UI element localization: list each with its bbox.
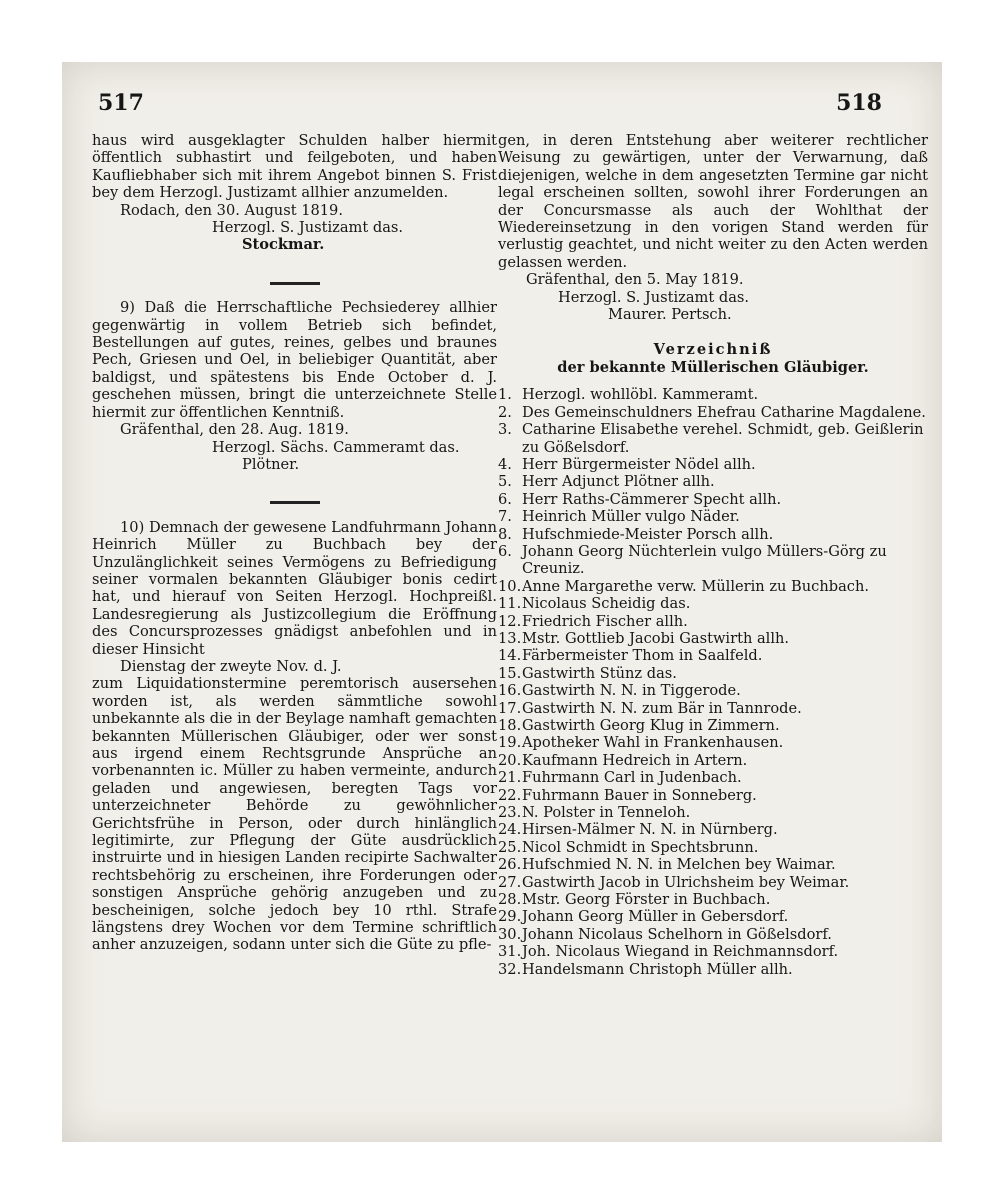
list-item-name: Fuhrmann Bauer in Sonneberg.	[522, 786, 757, 804]
list-item	[498, 404, 928, 421]
list-item	[498, 769, 928, 786]
list-item-name: Catharine Elisabethe verehel. Schmidt, geb. Geißlerin zu Gößelsdorf.	[522, 421, 924, 456]
list-item-number: 30.	[498, 925, 522, 943]
list-item-number: 14.	[498, 647, 522, 665]
list-item-number: 28.	[498, 891, 522, 909]
list-item-name: Handelsmann Christoph Müller allh.	[522, 960, 793, 978]
list-item	[498, 647, 928, 664]
notice-continuation: haus wird ausgeklagter Schulden halber hiermit öffentlich subhastirt und feilgeboten, und haben Kaufliebhaber sich mit ihrem Angebot binnen S. Frist bey dem Herzogl. Justizamt allhier anzumelden.	[92, 132, 497, 202]
notice-9-text: 9) Daß die Herrschaftliche Pechsiederey allhier gegenwärtig in vollem Betrieb sich befindet, Bestellungen auf gutes, reines, gelbes und braunes Pech, Griesen und Oel, in beliebiger Quantität, aber baldigst, und spätestens bis Ende October d. J. geschehen müssen, bringt die unterzeichnete Stelle hiermit zur öffentlichen Kenntniß.	[92, 299, 497, 421]
list-item-name: Nicol Schmidt in Spechtsbrunn.	[522, 838, 759, 856]
page-number-right: 518	[836, 90, 882, 116]
list-item-name: Mstr. Gottlieb Jacobi Gastwirth allh.	[522, 629, 790, 647]
list-item-name: Herzogl. wohllöbl. Kammeramt.	[522, 386, 759, 404]
list-item-number: 22.	[498, 786, 522, 804]
list-item-name: Des Gemeinschuldners Ehefrau Catharine Magdalene.	[522, 403, 926, 421]
notice-9-signature-office: Herzogl. Sächs. Cammeramt das.	[212, 438, 460, 456]
list-item	[498, 891, 928, 908]
notice-signature-name: Stockmar.	[242, 236, 325, 254]
notice-10-text: 10) Demnach der gewesene Landfuhrmann Johann Heinrich Müller zu Buchbach bey der Unzulänglichkeit seines Vermögens zu Befriedigung seiner vormalen bekannten Gläubiger bonis cedirt hat, und hierauf von Seiten Herzogl. Hochpreißl. Landesregierung als Justizcollegium die Eröffnung des Concursprozesses gnädigst anbefohlen und in dieser Hinsicht	[92, 518, 497, 658]
list-item-number: 12.	[498, 612, 522, 630]
list-item	[498, 543, 928, 578]
list-item-name: Fuhrmann Carl in Judenbach.	[522, 769, 742, 787]
list-item-name: Gastwirth Jacob in Ulrichsheim bey Weimar.	[522, 873, 850, 891]
list-item	[498, 421, 928, 456]
list-item-number: 31.	[498, 943, 522, 961]
list-item	[498, 491, 928, 508]
list-item-number: 13.	[498, 629, 522, 647]
list-item-number: 25.	[498, 838, 522, 856]
notice-10-date: Gräfenthal, den 5. May 1819.	[526, 271, 744, 289]
list-item-name: Mstr. Georg Förster in Buchbach.	[522, 891, 771, 909]
list-item-number: 2.	[498, 403, 512, 421]
list-item	[498, 943, 928, 960]
list-item	[498, 856, 928, 873]
list-item-name: Herr Bürgermeister Nödel allh.	[522, 455, 756, 473]
list-item-number: 23.	[498, 804, 522, 822]
list-item	[498, 804, 928, 821]
creditor-list-title: Verzeichniß	[653, 341, 773, 359]
list-item-number: 11.	[498, 595, 522, 613]
notice-10-term-date: Dienstag der zweyte Nov. d. J.	[120, 657, 342, 675]
list-item	[498, 473, 928, 490]
notice-date-rodach: Rodach, den 30. August 1819.	[120, 201, 343, 219]
notice-9-signature-name: Plötner.	[242, 455, 300, 473]
list-item	[498, 717, 928, 734]
list-item-name: Apotheker Wahl in Frankenhausen.	[522, 734, 784, 752]
list-item	[498, 456, 928, 473]
list-item-number: 21.	[498, 769, 522, 787]
list-item-number: 5.	[498, 473, 512, 491]
list-item-number: 6.	[498, 542, 512, 560]
creditor-list-subtitle: der bekannte Müllerischen Gläubiger.	[557, 358, 869, 376]
list-item	[498, 752, 928, 769]
list-item	[498, 682, 928, 699]
list-item-name: Heinrich Müller vulgo Näder.	[522, 508, 740, 526]
list-item-number: 18.	[498, 717, 522, 734]
list-item-number: 7.	[498, 508, 512, 526]
list-item-number: 20.	[498, 751, 522, 769]
list-item	[498, 839, 928, 856]
notice-9-date: Gräfenthal, den 28. Aug. 1819.	[120, 421, 349, 439]
list-item	[498, 665, 928, 682]
list-item	[498, 874, 928, 891]
page-number-left: 517	[98, 90, 144, 116]
separator-rule	[92, 272, 497, 289]
list-item-name: Gastwirth Georg Klug in Zimmern.	[522, 717, 780, 734]
list-item-name: Färbermeister Thom in Saalfeld.	[522, 647, 763, 665]
creditor-list	[498, 386, 928, 978]
list-item-number: 10.	[498, 577, 522, 595]
list-item-name: Nicolaus Scheidig das.	[522, 595, 691, 613]
list-item	[498, 613, 928, 630]
list-item-number: 4.	[498, 455, 512, 473]
list-item-name: Joh. Nicolaus Wiegand in Reichmannsdorf.	[522, 943, 839, 961]
list-item-number: 15.	[498, 664, 522, 682]
right-column	[498, 132, 928, 978]
list-item	[498, 961, 928, 978]
list-item	[498, 578, 928, 595]
list-item-number: 3.	[498, 421, 512, 439]
newspaper-page	[62, 62, 942, 1142]
list-item-name: Johann Georg Nüchterlein vulgo Müllers-Görg zu Creuniz.	[522, 542, 887, 578]
list-item-number: 16.	[498, 682, 522, 700]
list-item	[498, 787, 928, 804]
list-item	[498, 908, 928, 925]
list-item-name: Anne Margarethe verw. Müllerin zu Buchbach.	[522, 577, 869, 595]
left-column	[92, 132, 497, 954]
list-item-name: Friedrich Fischer allh.	[522, 612, 688, 630]
list-item-number: 32.	[498, 960, 522, 978]
list-item-number: 17.	[498, 699, 522, 717]
list-item	[498, 508, 928, 525]
list-item-number: 29.	[498, 908, 522, 926]
list-item-name: Gastwirth N. N. zum Bär in Tannrode.	[522, 699, 802, 717]
list-item-name: Johann Nicolaus Schelhorn in Gößelsdorf.	[522, 925, 832, 943]
list-item-name: Hirsen-Mälmer N. N. in Nürnberg.	[522, 821, 778, 839]
list-item	[498, 630, 928, 647]
notice-10-signature-office: Herzogl. S. Justizamt das.	[558, 288, 750, 306]
list-item	[498, 734, 928, 751]
list-item-number: 1.	[498, 386, 512, 404]
notice-10-signature-names: Maurer. Pertsch.	[608, 306, 732, 324]
list-item-name: Gastwirth Stünz das.	[522, 664, 677, 682]
list-item-name: Herr Adjunct Plötner allh.	[522, 473, 715, 491]
list-item-number: 6.	[498, 490, 512, 508]
list-item-name: Kaufmann Hedreich in Artern.	[522, 751, 748, 769]
list-item	[498, 700, 928, 717]
notice-signature-office: Herzogl. S. Justizamt das.	[212, 219, 404, 237]
list-item	[498, 526, 928, 543]
list-item-name: Herr Raths-Cämmerer Specht allh.	[522, 490, 782, 508]
list-item-number: 24.	[498, 821, 522, 839]
list-item-name: Johann Georg Müller in Gebersdorf.	[522, 908, 789, 926]
list-item-name: N. Polster in Tenneloh.	[522, 804, 691, 822]
list-item-name: Hufschmied N. N. in Melchen bey Waimar.	[522, 856, 836, 874]
list-item	[498, 926, 928, 943]
list-item-name: Hufschmiede-Meister Porsch allh.	[522, 525, 774, 543]
list-item	[498, 595, 928, 612]
notice-10-continuation: zum Liquidationstermine peremtorisch ausersehen worden ist, als werden sämmtliche sowohl unbekannte als die in der Beylage namhaft gemachten bekannten Müllerischen Gläubiger, oder wer sonst aus irgend einem Rechtsgrunde Ansprüche an vorbenannten ic. Müller zu haben vermeinte, andurch geladen und angewiesen, beregten Tags vor unterzeichneter Behörde zu gewöhnlicher Gerichtsfrühe in Person, oder durch hinlänglich legitimirte, zur Pflegung der Güte ausdrücklich instruirte und in hiesigen Landen recipirte Sachwalter rechtsbehörig zu erscheinen, ihre Forderungen oder sonstigen Ansprüche gehörig anzugeben und zu bescheinigen, solche jedoch bey 10 rthl. Strafe längstens drey Wochen vor dem Termine schriftlich anher anzuzeigen, sodann unter sich die Güte zu pfle-	[92, 675, 497, 954]
list-item-number: 19.	[498, 734, 522, 752]
list-item-number: 8.	[498, 525, 512, 543]
separator-rule	[92, 491, 497, 508]
list-item	[498, 386, 928, 403]
list-item-number: 27.	[498, 873, 522, 891]
list-item-number: 26.	[498, 856, 522, 874]
list-item	[498, 821, 928, 838]
notice-10-conclusion: gen, in deren Entstehung aber weiterer rechtlicher Weisung zu gewärtigen, unter der Verwarnung, daß diejenigen, welche in dem angesetzten Termine gar nicht legal erscheinen sollten, sowohl ihrer Forderungen an der Concursmasse als auch der Wohlthat der Wiedereinsetzung in den vorigen Stand werden für verlustig geachtet, und nicht weiter zu den Acten werden gelassen werden.	[498, 132, 928, 271]
list-item-name: Gastwirth N. N. in Tiggerode.	[522, 682, 741, 700]
